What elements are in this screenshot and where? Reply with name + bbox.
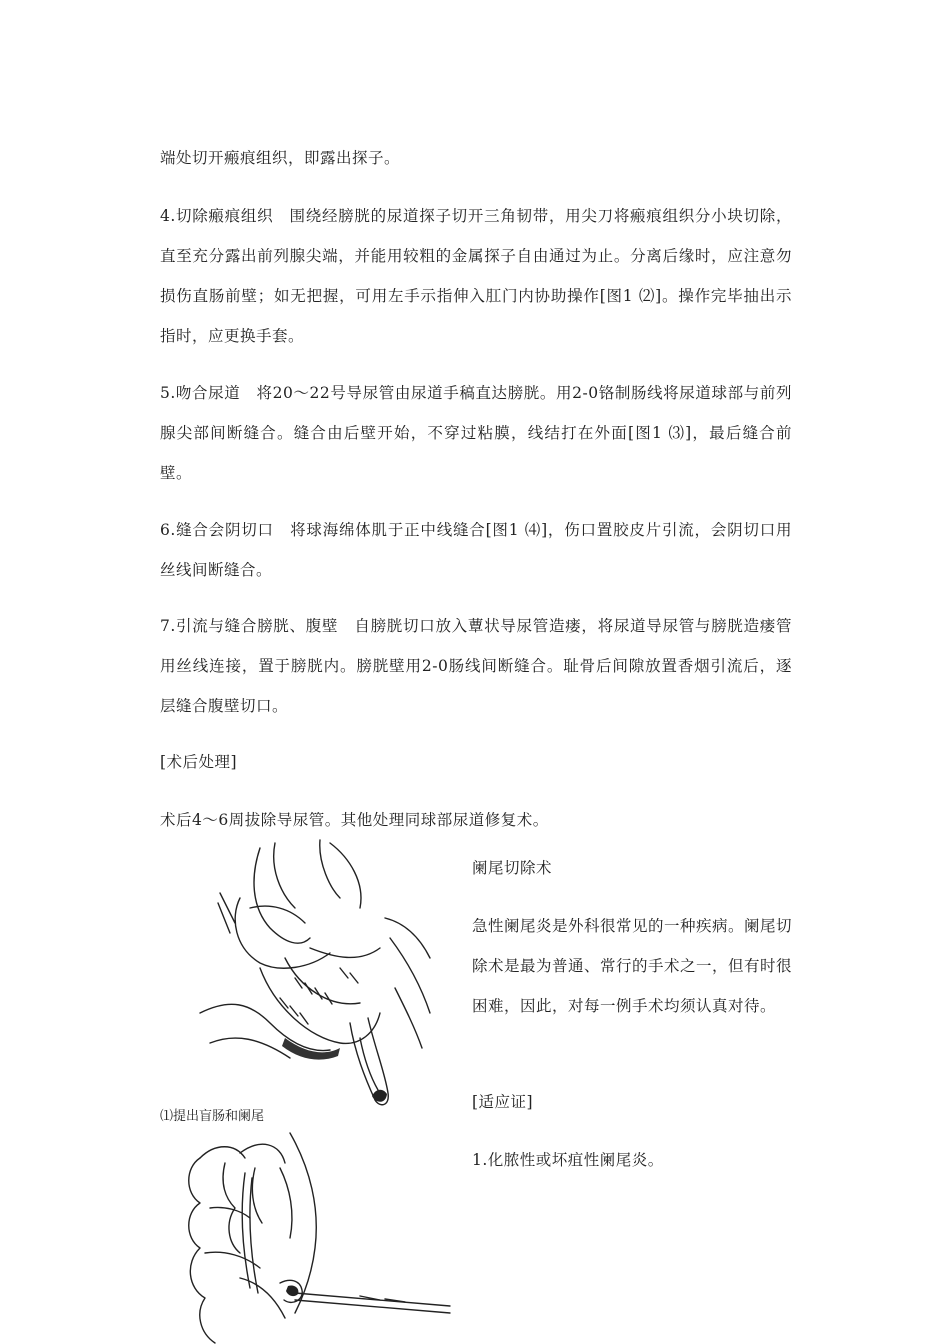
paragraph-step-4: 4.切除瘢痕组织 围绕经膀胱的尿道探子切开三角韧带，用尖刀将瘢痕组织分小块切除，直至充分露出前列腺尖端，并能用较粗的金属探子自由通过为止。分离后缘时，应注意勿损伤直肠前壁；如无把握，可用左手示指伸入肛门内协助操作[图1 ⑵]。操作完毕抽出示指时，应更换手套。 <box>160 207 792 345</box>
illustration-cecum-appendix <box>190 838 440 1113</box>
illustration-colon-instrument <box>180 1128 460 1344</box>
heading-indications: [适应证] <box>472 1093 534 1111</box>
paragraph-postop: 术后4～6周拔除导尿管。其他处理同球部尿道修复术。 <box>160 811 549 829</box>
paragraph-step-7: 7.引流与缝合膀胱、腹壁 自膀胱切口放入蕈状导尿管造瘘，将尿道导尿管与膀胱造瘘管用丝线连接，置于膀胱内。膀胱壁用2-0肠线间断缝合。耻骨后间隙放置香烟引流后，逐层缝合腹壁切口。 <box>160 617 792 715</box>
heading-postop: [术后处理] <box>160 753 238 771</box>
paragraph-step-5: 5.吻合尿道 将20～22号导尿管由尿道手稿直达膀胱。用2-0铬制肠线将尿道球部与前列腺尖部间断缝合。缝合由后壁开始，不穿过粘膜，线结打在外面[图1 ⑶]，最后缝合前壁。 <box>160 384 792 482</box>
paragraph-appendicitis-intro: 急性阑尾炎是外科很常见的一种疾病。阑尾切除术是最为普通、常行的手术之一，但有时很困难，因此，对每一例手术均须认真对待。 <box>472 917 793 1015</box>
section-title-appendectomy: 阑尾切除术 <box>472 859 553 877</box>
figure-caption-1: ⑴提出盲肠和阑尾 <box>160 1109 265 1124</box>
paragraph-step-6: 6.缝合会阴切口 将球海绵体肌于正中线缝合[图1 ⑷]，伤口置胶皮片引流，会阴切口用丝线间断缝合。 <box>160 521 792 579</box>
list-item-indication-1: 1.化脓性或坏疽性阑尾炎。 <box>472 1151 664 1169</box>
paragraph-scar-incision: 端处切开瘢痕组织，即露出探子。 <box>160 149 401 167</box>
